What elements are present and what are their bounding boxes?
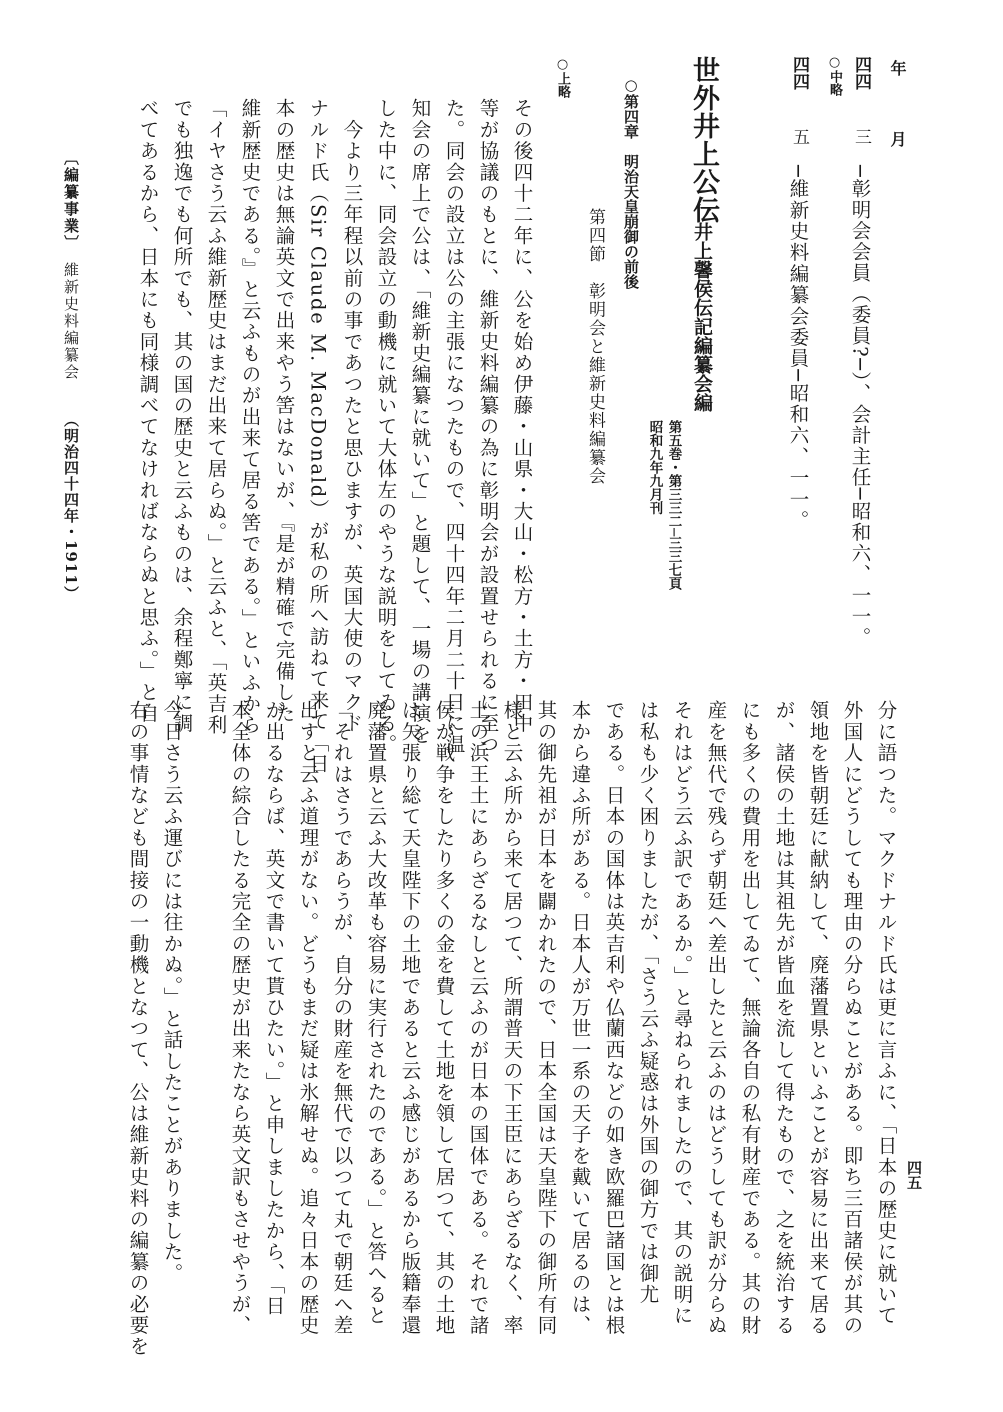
page-number: 四五 [905, 1160, 923, 1190]
text-line: が、諸侯の土地は其祖先が皆血を流して得たもので、之を統治する [772, 700, 796, 1336]
source-volume: 第五巻・第三三二─三三七頁 [665, 420, 682, 591]
text-line: 本全体の綜合したる完全の歴史が出来たなら英文訳もさせやうが、 [228, 700, 252, 1336]
section-heading: 第四節 彰明会と維新史料編纂会 [585, 208, 605, 486]
entry-2-month: 五 [789, 128, 809, 145]
text-line: が出るならば、英文で書いて貰ひたい。」と申しましたから、「日 [262, 700, 286, 1317]
source-compiler: 井上馨侯伝記編纂会編 [691, 222, 713, 412]
text-line: 本の歴史は無論英文で出来やう筈はないが、『是が精確で完備した [272, 98, 296, 725]
text-line: でも独逸でも何所でも、其の国の歴史と云ふものは、余程鄭寧に調 [170, 98, 194, 734]
text-line: は矢張り総て天皇陛下の土地であると云ふ感じがあるから版籍奉還 [398, 700, 422, 1336]
entry-1-year: 四四 [851, 56, 871, 90]
entry-1-month: 三 [851, 128, 871, 145]
text-line: 其の御先祖が日本を闢かれたので、日本全国は天皇陛下の御所有同 [534, 700, 558, 1336]
text-line: 様と云ふ所から来て居つて、所謂普天の下王臣にあらざるなく、率 [500, 700, 524, 1336]
text-line: 産を無代で残らず朝廷へ差出したと云ふのはどうしても訳が分らぬ [704, 700, 728, 1336]
entry-2-year: 四四 [789, 56, 809, 90]
chapter-heading: ○第四章 明治天皇崩御の前後 [622, 76, 640, 289]
month-label: 月 [888, 131, 907, 147]
text-line: 「イヤさう云ふ維新歴史はまだ出来て居らぬ。」と云ふと、「英吉利 [204, 98, 228, 736]
text-line: ナルド氏（Sir Claude M. MacDonald）が私の所へ訪ねて来て「日 [306, 98, 330, 775]
text-line: 分に語つた。マクドナルド氏は更に言ふに、「日本の歴史に就いて [874, 700, 898, 1327]
text-line: 等が協議のもとに、維新史料編纂の為に彰明会が設置せられるに至つ [476, 98, 500, 756]
text-line: 知会の席上で公は、「維新史編纂に就いて」と題して、一場の講演を [408, 98, 432, 746]
text-line: べてあるから、日本にも同様調べてなければならぬと思ふ。」と自 [136, 98, 160, 725]
entry-2-text: ─維新史料編纂会委員─昭和六、一一。 [786, 165, 810, 532]
text-line: 出すと云ふ道理がない。どうもまだ疑は氷解せぬ。追々日本の歴史 [296, 700, 320, 1336]
footer-category: 〔編纂事業〕 [62, 150, 80, 252]
text-line: 今日さう云ふ運びには往かぬ。」と話したことがありました。 [160, 700, 184, 1284]
footer-organization: 維新史料編纂会 [62, 262, 80, 381]
text-line: は私も少く困りましたが、「さう云ふ疑惑は外国の御方では御尤 [636, 700, 660, 1306]
text-line: 領地を皆朝廷に献納して、廃藩置県といふことが容易に出来て居る [806, 700, 830, 1336]
text-line: にも多くの費用を出してゐて、無論各自の私有財産である。其の財 [738, 700, 762, 1336]
text-line: 廃藩置県と云ふ大改革も容易に実行されたのである。」と答へると [364, 700, 388, 1327]
omit-top-mark: ○上略 [555, 57, 570, 98]
text-line: 外国人にどうしても理由の分らぬことがある。即ち三百諸侯が其の [840, 700, 864, 1336]
text-line: た。同会の設立は公の主張になつたもので、四十四年二月二十日に温 [442, 98, 466, 756]
footer-date: （明治四十四年・1911） [62, 412, 80, 602]
text-line: 本から違ふ所がある。日本人が万世一系の天子を戴いて居るのは、 [568, 700, 592, 1336]
omit-mid-mark: ○中略 [827, 55, 842, 96]
text-line: した中に、同会設立の動機に就いて大体左のやうな説明をしてゐる。 [374, 98, 398, 756]
text-line: 侯が戦争をしたり多くの金を費して土地を領して居つて、其の土地 [432, 700, 456, 1336]
year-label: 年 [888, 60, 907, 76]
text-line: その後四十二年に、公を始め伊藤・山県・大山・松方・土方・田中 [510, 98, 534, 734]
text-line: 維新歴史である。』と云ふものが出来て居る筈である。」といふから [238, 98, 262, 736]
text-line: それはどう云ふ訳であるか。」と尋ねられましたので、其の説明に [670, 700, 694, 1327]
text-line: 右の事情なども間接の一動機となつて、公は維新史料の編纂の必要を [126, 700, 150, 1358]
text-line: 今より三年程以前の事であつたと思ひますが、英国大使のマクド [340, 98, 364, 734]
source-title: 世外井上公伝 [688, 56, 719, 224]
entry-1-text: ─彰明会会員（委員?─）、会計主任─昭和六、一一。 [848, 165, 872, 648]
text-line: 土の浜王土にあらざるなしと云ふのが日本の国体である。それで諸 [466, 700, 490, 1336]
text-line: である。日本の国体は英吉利や仏蘭西などの如き欧羅巴諸国とは根 [602, 700, 626, 1336]
source-published: 昭和九年九月刊 [646, 420, 663, 515]
text-line: 「それはさうであらうが、自分の財産を無代で以つて丸で朝廷へ差 [330, 700, 354, 1336]
